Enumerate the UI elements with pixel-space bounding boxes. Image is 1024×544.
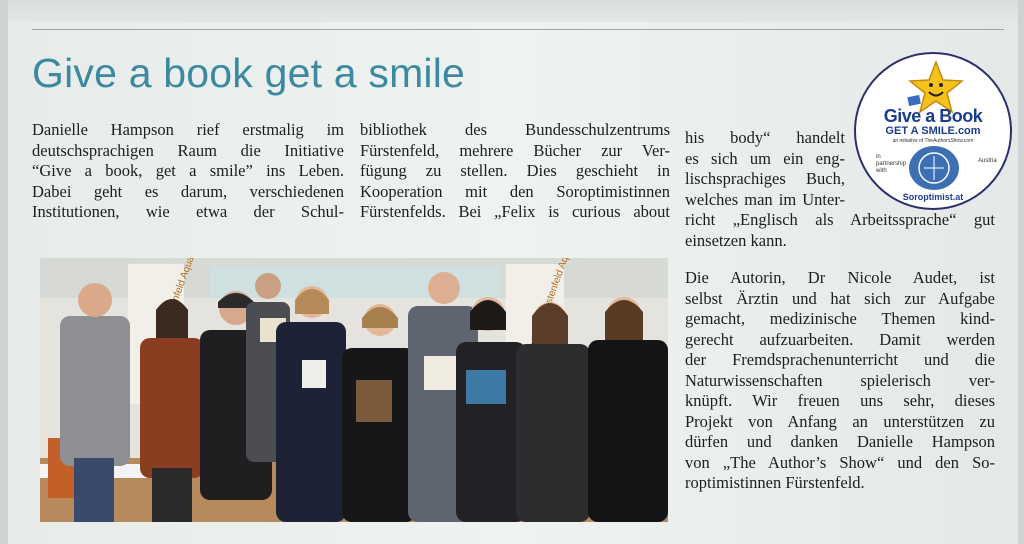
text-line: Institutionen, wie etwa der Schul-	[32, 202, 344, 221]
article-headline: Give a book get a smile	[32, 50, 466, 96]
text-line: selbst Ärztin und hat sich zur Aufgabe	[685, 288, 995, 308]
text-line: der Fremdsprachenunterricht und die	[685, 350, 995, 369]
text-line: Naturwissenschaften spielerisch ver-	[685, 370, 995, 390]
text-line: fügung zu stellen. Dies geschieht in	[360, 161, 670, 180]
text-line: Projekt von Anfang an unterstützen zu	[685, 411, 995, 431]
text-column-2	[360, 120, 670, 223]
banner-text-left: Aqua	[178, 258, 197, 281]
logo-title: Give a Book	[883, 106, 983, 126]
text-line: Dabei geht es darum, verschiedenen	[32, 181, 344, 201]
text-line: Fürstenfeld, mehrere Bücher zur Ver-	[360, 140, 670, 160]
logo-subtitle: GET A SMILE.com	[885, 125, 981, 137]
text-line: welches man im Unter-	[685, 189, 845, 209]
logo-partner-text: in partnership with	[876, 154, 907, 174]
text-line: es sich um ein eng-	[685, 148, 845, 168]
text-line: Fürstenfelds. Bei „Felix is curious about	[360, 202, 670, 221]
text-line: his body“ handelt	[685, 128, 845, 147]
text-line: richt „Englisch als Arbeitssprache“ gut	[685, 210, 995, 229]
group-photo-illustration	[40, 258, 668, 522]
text-line: Kooperation mit den Soroptimistinnen	[360, 181, 670, 201]
text-line: knüpft. Wir freuen uns sehr, dieses	[685, 391, 995, 410]
group-photo	[40, 258, 668, 522]
soroptimist-emblem-icon	[909, 146, 959, 190]
logo-url: Soroptimist.at	[902, 192, 964, 202]
text-line: Danielle Hampson rief erstmalig im	[32, 120, 344, 139]
header-rule	[32, 29, 1004, 30]
text-column-3-bottom	[685, 268, 995, 494]
text-line: einsetzen kann.	[685, 230, 787, 250]
banner-text-right: Fürstenfeld	[538, 268, 566, 320]
text-line: gerecht aufzuarbeiten. Damit werden	[685, 329, 995, 349]
text-line: Die Autorin, Dr Nicole Audet, ist	[685, 268, 995, 287]
text-line: von „The Author’s Show“ und den So-	[685, 452, 995, 472]
magazine-page	[8, 0, 1018, 544]
text-line: deutschsprachigen Raum die Initiative	[32, 140, 344, 160]
logo-tagline: an initiative of TheAuthorsShow.com	[892, 138, 974, 144]
text-column-1	[32, 120, 344, 223]
text-line: dürfen und danken Danielle Hampson	[685, 432, 995, 451]
text-line: roptimistinnen Fürstenfeld.	[685, 473, 865, 492]
text-line: “Give a book, get a smile” ins Leben.	[32, 161, 344, 180]
text-line: bibliothek des Bundesschulzentrums	[360, 120, 670, 139]
logo-country: Austria	[978, 158, 997, 164]
previous-article-strip	[8, 0, 1018, 22]
text-line: lischsprachiges Buch,	[685, 169, 845, 188]
give-a-book-logo	[854, 52, 1012, 210]
text-line: gemacht, medizinische Themen kind-	[685, 309, 995, 328]
